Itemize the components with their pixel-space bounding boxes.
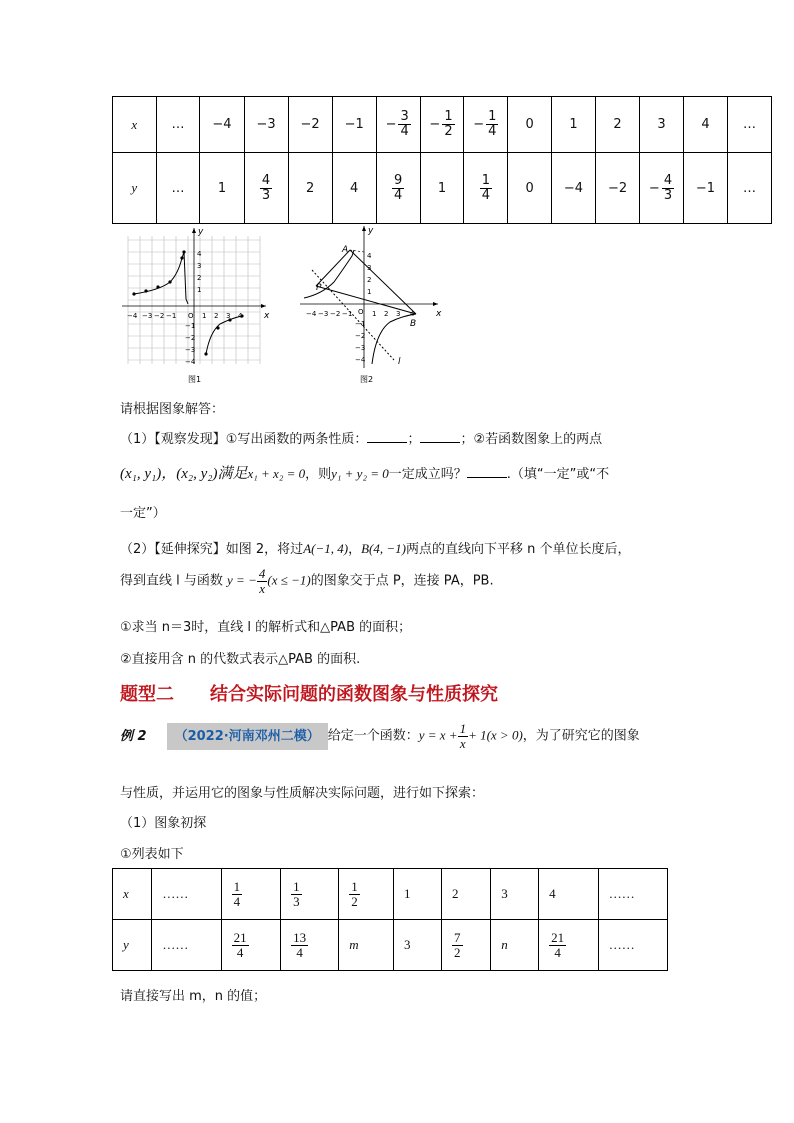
table-cell: [539, 869, 599, 920]
svg-text:2: 2: [367, 276, 372, 284]
example-2-sub-1: （1）图象初探: [120, 816, 207, 831]
table-cell: [200, 97, 244, 153]
table-cell: [156, 97, 200, 153]
fig1-caption: 图1: [188, 375, 202, 384]
table-cell: [491, 920, 539, 971]
svg-text:−2: −2: [154, 312, 165, 320]
cell-text: …: [743, 117, 756, 132]
cell-text: …: [171, 180, 185, 196]
svg-text:O: O: [188, 312, 194, 320]
cell-text: 1: [217, 180, 227, 196]
final-instruction: 请直接写出 m，n 的值；: [120, 989, 267, 1004]
svg-text:4: 4: [197, 250, 202, 258]
answer-blank-3[interactable]: [467, 465, 507, 478]
table-cell: [281, 869, 339, 920]
fraction: $\frac{3}{4}$: [400, 109, 409, 139]
cell-text: n: [501, 937, 508, 952]
table-cell: [598, 920, 667, 971]
svg-text:2: 2: [214, 312, 219, 320]
svg-text:−3: −3: [142, 312, 153, 320]
fraction: $\frac{1}{4}$: [481, 172, 490, 203]
table-row-x: [113, 97, 772, 153]
table-cell: [491, 869, 539, 920]
cell-text: ……: [608, 937, 635, 952]
svg-text:4: 4: [367, 252, 372, 260]
cell-text: −4: [212, 117, 232, 132]
cell-text: y: [123, 937, 129, 952]
cell-text: 2: [452, 886, 459, 901]
table-cell: [221, 920, 281, 971]
table-cell: [728, 97, 772, 153]
svg-text:−2: −2: [330, 310, 341, 318]
svg-text:O: O: [358, 308, 364, 316]
svg-text:1: 1: [372, 310, 377, 318]
question-2-part-2: ②直接用含 n 的代数式表示△PAB 的面积.: [120, 652, 361, 667]
cell-text: x: [123, 886, 129, 901]
cell-text: y: [131, 180, 138, 195]
question-2-line-2: 得到直线 l 与函数 y = − $\frac{4}{x}$ (x ≤ −1)的图象交于点 P，连接 PA，PB.: [120, 566, 494, 596]
fig2-caption: 图2: [360, 375, 374, 384]
example-label: 例 2: [120, 728, 147, 744]
table-cell: [551, 153, 595, 224]
table-cell: [442, 869, 491, 920]
fig2-x-label: x: [436, 309, 442, 319]
values-table-1: [112, 96, 772, 224]
table-cell: [376, 153, 420, 224]
table-cell: − $\frac{1}{4}$: [464, 97, 508, 153]
svg-text:−1: −1: [185, 322, 196, 330]
cell-text: 4: [701, 117, 710, 132]
cell-text: −2: [300, 117, 320, 132]
table-cell: [113, 153, 157, 224]
table-cell: [113, 97, 157, 153]
table-row-x: [113, 869, 668, 920]
svg-text:1: 1: [197, 286, 202, 294]
table-cell: [683, 153, 727, 224]
cell-text: 0: [525, 117, 534, 132]
cell-text: 2: [613, 117, 622, 132]
fraction: $\frac{1}{4}$: [488, 109, 497, 139]
table-cell: [508, 97, 552, 153]
question-1-line-1: （1）【观察发现】①写出函数的两条性质： ； ；②若函数图象上的两点: [120, 432, 603, 447]
svg-text:1: 1: [367, 288, 372, 296]
fraction: $\frac{1}{2}$: [444, 109, 453, 139]
point-a-label: A: [342, 245, 349, 255]
table-cell: − $\frac{3}{4}$: [376, 97, 420, 153]
table-cell: [394, 920, 442, 971]
svg-text:4: 4: [410, 310, 415, 318]
svg-text:−1: −1: [166, 312, 177, 320]
example-2-line-2: 与性质，并运用它的图象与性质解决实际问题，进行如下探索：: [120, 786, 485, 801]
cell-text: ……: [162, 937, 189, 952]
answer-blank-2[interactable]: [420, 430, 460, 443]
cell-text: −1: [695, 180, 716, 196]
fraction: $\frac{21}{4}$: [551, 929, 565, 960]
table-cell: [508, 153, 552, 224]
table-cell: [244, 153, 288, 224]
table-cell: [596, 153, 640, 224]
cell-text: 3: [404, 937, 411, 952]
table-cell: [200, 153, 244, 224]
table-cell: [288, 97, 332, 153]
table-cell: [683, 97, 727, 153]
svg-text:−3: −3: [355, 344, 366, 352]
svg-text:2: 2: [197, 274, 202, 282]
table-cell: [551, 97, 595, 153]
fig1-x-label: x: [264, 311, 270, 321]
source-tag: （2022·河南邓州二模）: [167, 723, 328, 750]
answer-blank-1[interactable]: [367, 430, 407, 443]
svg-text:2: 2: [384, 310, 389, 318]
svg-text:−4: −4: [127, 312, 138, 320]
fig2-y-label: y: [368, 226, 374, 236]
cell-text: −3: [256, 117, 276, 132]
table-cell: [539, 920, 599, 971]
table-cell: [339, 869, 394, 920]
table-cell: − $\frac{4}{3}$: [640, 153, 684, 224]
figure-2-graph: [298, 224, 448, 388]
fraction: $\frac{21}{4}$: [233, 929, 247, 960]
cell-text: …: [171, 117, 185, 132]
svg-text:1: 1: [202, 312, 207, 320]
cell-text: 4: [549, 886, 556, 901]
point-b-label: B: [410, 319, 417, 329]
question-2-part-1: ①求当 n＝3时，直线 l 的解析式和△PAB 的面积；: [120, 620, 412, 635]
cell-text: 2: [305, 180, 315, 196]
cell-text: m: [349, 937, 359, 952]
table-cell: [221, 869, 281, 920]
cell-text: ……: [162, 886, 189, 901]
table-cell: [156, 153, 200, 224]
cell-text: −4: [563, 180, 584, 196]
fraction: $\frac{4}{3}$: [261, 172, 271, 203]
question-2-line-1: （2）【延伸探究】如图 2，将过A(−1, 4)，B(4, −1)两点的直线向下平移 n 个单位长度后，: [120, 541, 631, 557]
cell-text: −1: [344, 117, 364, 132]
fraction: $\frac{1}{4}$: [233, 878, 241, 909]
svg-text:3: 3: [226, 312, 231, 320]
table-cell: [394, 869, 442, 920]
table-cell: [152, 920, 221, 971]
svg-text:3: 3: [396, 310, 401, 318]
fraction: $\frac{7}{2}$: [454, 929, 461, 960]
table-cell: [640, 97, 684, 153]
fraction: $\frac{4}{3}$: [663, 172, 673, 203]
table-row-y: [113, 920, 668, 971]
table-cell: [728, 153, 772, 224]
cell-text: x: [131, 116, 138, 132]
table-cell: [598, 869, 667, 920]
svg-text:−4: −4: [355, 356, 366, 364]
figure-1-graph: [120, 224, 280, 388]
svg-text:−4: −4: [185, 358, 196, 366]
svg-text:−4: −4: [306, 310, 317, 318]
table-cell: [442, 920, 491, 971]
cell-text: −2: [607, 180, 628, 196]
question-1-line-2: (x₁, y₁)，(x₂, y₂)满足x₁ + x₂ = 0，则y₁ + y₂ = 0一定成立吗？ .（填“一定”或“不: [120, 466, 610, 482]
fraction: $\frac{9}{4}$: [394, 172, 403, 203]
question-1-line-3: 一定”）: [120, 506, 166, 521]
cell-text: 1: [437, 180, 447, 196]
svg-text:3: 3: [197, 262, 202, 270]
example-2-line-1: 例 2 （2022·河南邓州二模） 给定一个函数：y = x + $\frac{1}{x}$ + 1(x > 0)，为了研究它的图象: [120, 721, 640, 751]
values-table-2: [112, 868, 668, 971]
fraction: $\frac{1}{2}$: [351, 878, 358, 909]
cell-text: 1: [404, 886, 411, 901]
cell-text: 0: [525, 180, 534, 196]
table-cell: [113, 920, 152, 971]
svg-text:−3: −3: [318, 310, 329, 318]
table-cell: − $\frac{1}{2}$: [420, 97, 464, 153]
table-cell: [464, 153, 508, 224]
table-cell: [420, 153, 464, 224]
svg-text:−2: −2: [185, 334, 196, 342]
cell-text: 3: [501, 886, 508, 901]
example-2-sub-1a: ①列表如下: [120, 847, 184, 862]
fraction: $\frac{13}{4}$: [293, 929, 307, 960]
fraction: $\frac{1}{3}$: [293, 878, 300, 909]
table-row-y: [113, 153, 772, 224]
table-cell: [288, 153, 332, 224]
svg-text:−1: −1: [342, 310, 353, 318]
table-cell: [332, 97, 376, 153]
table-cell: [281, 920, 339, 971]
svg-text:−1: −1: [355, 320, 366, 328]
svg-text:3: 3: [367, 264, 372, 272]
cell-text: ……: [608, 886, 635, 901]
cell-text: 4: [350, 180, 359, 196]
table-cell: [339, 920, 394, 971]
prompt-text: 请根据图象解答：: [120, 402, 225, 417]
cell-text: …: [743, 180, 756, 196]
point-p-label: P: [316, 283, 322, 293]
svg-text:−2: −2: [355, 332, 366, 340]
cell-text: 3: [657, 117, 666, 132]
table-cell: [332, 153, 376, 224]
table-cell: [152, 869, 221, 920]
table-cell: [244, 97, 288, 153]
svg-text:−3: −3: [185, 346, 196, 354]
line-l-label: l: [398, 357, 401, 367]
fig1-y-label: y: [198, 227, 204, 237]
svg-text:4: 4: [238, 312, 243, 320]
table-cell: [596, 97, 640, 153]
cell-text: 1: [569, 117, 578, 132]
table-cell: [113, 869, 152, 920]
section-heading: 题型二 结合实际问题的函数图象与性质探究: [120, 684, 498, 705]
